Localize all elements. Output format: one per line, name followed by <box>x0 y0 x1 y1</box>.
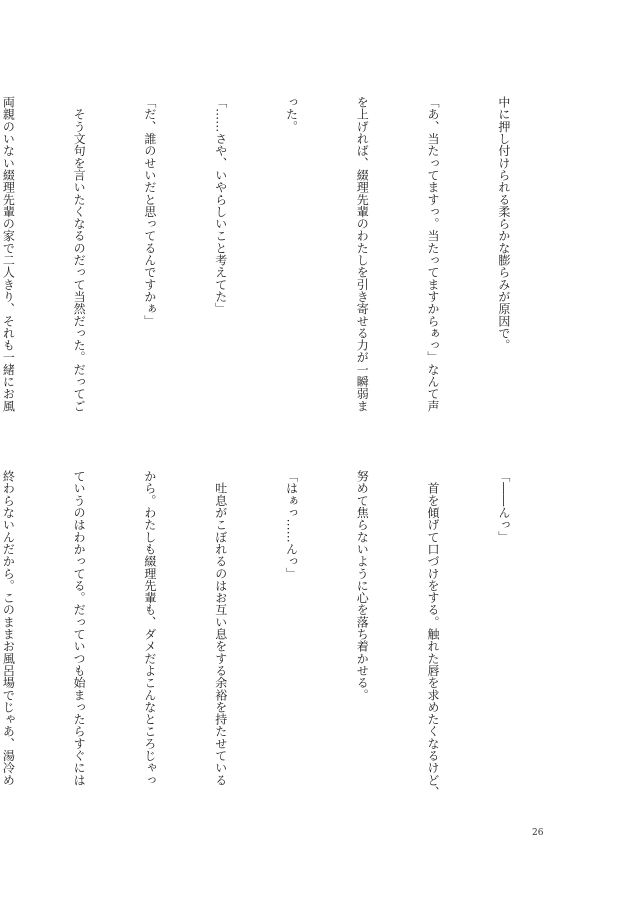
text-line: 首を傾げて口づけをする。触れた唇を求めたくなるけど、 <box>426 470 441 799</box>
text-line: 「だ、誰のせいだと思ってるんですかぁ」 <box>142 96 157 327</box>
text-line: から。わたしも綴理先輩も、ダメだよこんなところじゃっ <box>142 470 157 786</box>
text-line: 「――んっ」 <box>496 470 511 543</box>
text-line: 「……さや、いやらしいこと考えてた」 <box>213 96 228 315</box>
text-line: 終わらないんだから。このままお風呂場でじゃあ、湯冷め <box>1 470 16 786</box>
text-line: 「あ、当たってますっ。当たってますからぁっ」なんて声 <box>426 96 441 412</box>
text-line: ていうのはわかってる。だっていつも始まったらすぐには <box>72 470 87 786</box>
text-block-top <box>1 96 562 430</box>
text-line: そう文句を言いたくなるのだって当然だった。だってご <box>72 96 87 412</box>
text-line: 努めて焦らないように心を落ち着かせる。 <box>355 470 370 701</box>
text-block-bottom <box>1 470 562 804</box>
text-line: 中に押し付けられる柔らかな膨らみが原因で。 <box>496 96 511 352</box>
page-number: 26 <box>532 828 544 838</box>
text-line: 「はぁっ……んっ」 <box>284 470 299 580</box>
text-line: を上げれば、綴理先輩のわたしを引き寄せる力が一瞬弱ま <box>355 96 370 412</box>
text-line: 両親のいない綴理先輩の家で二人きり、それも一緒にお風 <box>1 96 16 412</box>
text-line: った。 <box>284 96 299 133</box>
text-line: 吐息がこぼれるのはお互い息をする余裕を持たせている <box>213 470 228 786</box>
